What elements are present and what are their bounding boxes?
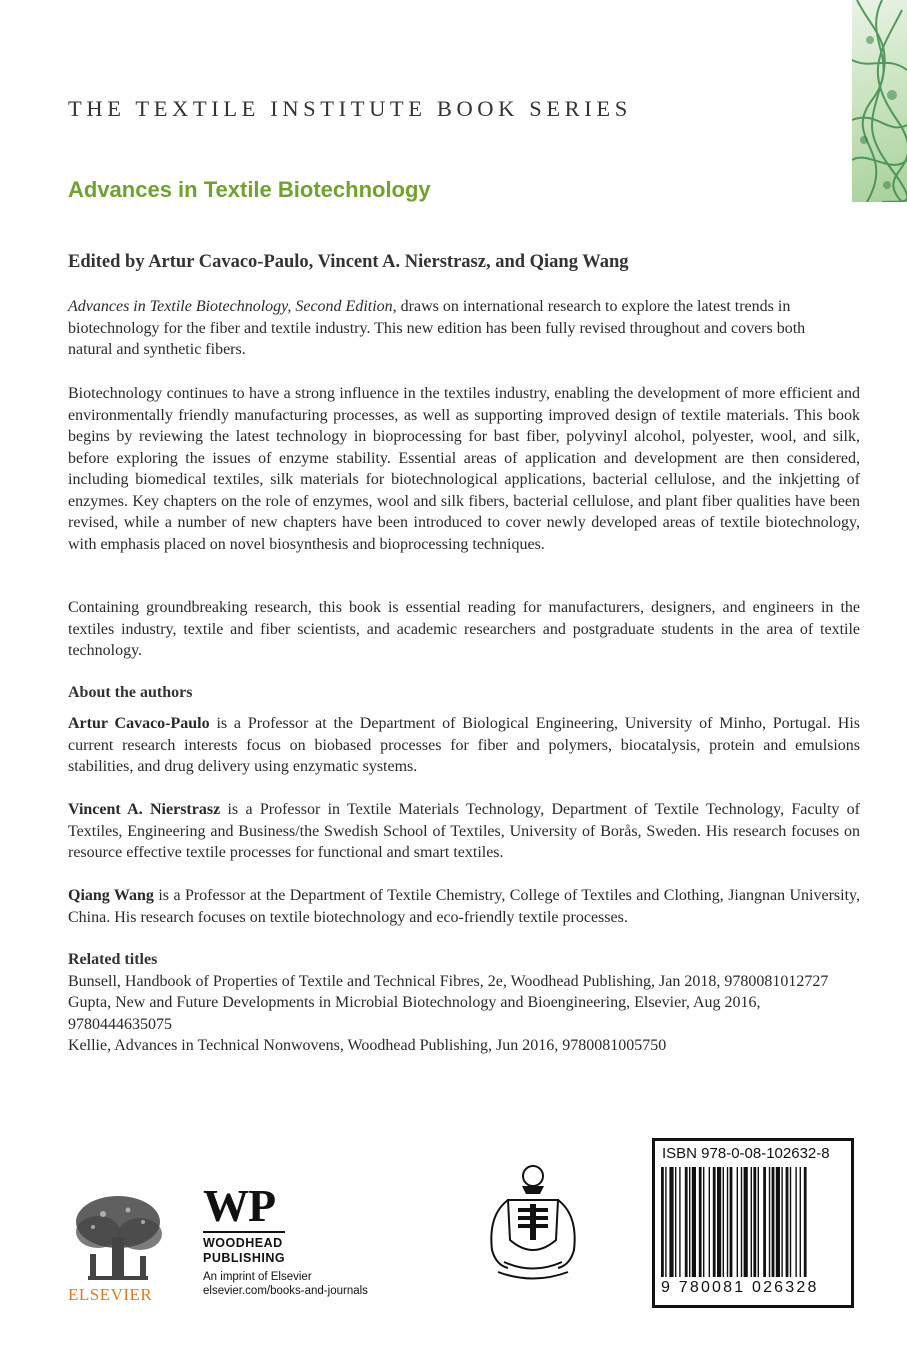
isbn-label: ISBN 978-0-08-102632-8 bbox=[662, 1145, 830, 1162]
wp-line-publishing: PUBLISHING bbox=[203, 1251, 286, 1265]
barcode-bar bbox=[804, 1167, 807, 1277]
barcode-bar bbox=[751, 1167, 752, 1277]
wp-line-woodhead: WOODHEAD bbox=[203, 1236, 283, 1250]
barcode-bar bbox=[772, 1167, 775, 1277]
barcode-bar bbox=[689, 1167, 690, 1277]
related-title-item: Bunsell, Handbook of Properties of Textile and Technical Fibres, 2e, Woodhead Publishing, Jan 2018, 9780081012727 bbox=[68, 972, 829, 990]
author-name: Qiang Wang bbox=[68, 887, 154, 904]
barcode-bar bbox=[741, 1167, 742, 1277]
imprint-text: An imprint of Elsevier bbox=[203, 1271, 312, 1283]
series-title: THE TEXTILE INSTITUTE BOOK SERIES bbox=[68, 96, 632, 121]
barcode-bar bbox=[795, 1167, 796, 1277]
author-name: Artur Cavaco-Paulo bbox=[68, 715, 210, 732]
related-title-item: Kellie, Advances in Technical Nonwovens, Woodhead Publishing, Jun 2016, 9780081005750 bbox=[68, 1037, 667, 1054]
barcode-bar bbox=[723, 1167, 724, 1277]
barcode-bar bbox=[692, 1167, 696, 1277]
barcode-bar bbox=[703, 1167, 704, 1277]
barcode-bar bbox=[717, 1167, 721, 1277]
publisher-url: elsevier.com/books-and-journals bbox=[203, 1285, 368, 1297]
barcode-bar bbox=[679, 1167, 680, 1277]
related-titles-heading: Related titles bbox=[68, 951, 158, 968]
elsevier-wordmark: ELSEVIER bbox=[68, 1285, 153, 1304]
barcode-bar bbox=[737, 1167, 738, 1277]
barcode-bar bbox=[781, 1167, 782, 1277]
audience-text: Containing groundbreaking research, this book is essential reading for manufacturers, designers, and engineers in the textiles industry, textile and fiber scientists, and academic researchers and postgraduate students in the area of textile technology. bbox=[68, 599, 860, 659]
elsevier-tree-logo bbox=[68, 1183, 168, 1301]
author-bio-text: is a Professor in Textile Materials Technology, Department of Textile Technology, Faculty of Textiles, Engineering and Business/the Swedish School of Textiles, University of Borås, Sweden. His research focuses on resource effective textile processes for functional and smart textiles. bbox=[68, 801, 861, 861]
woodhead-publishing-logo bbox=[203, 1180, 383, 1298]
author-bio-text: is a Professor at the Department of Textile Chemistry, College of Textiles and Clothing, Jiangnan University, China. His research focuses on textile biotechnology and eco-friendly textile processes. bbox=[68, 887, 861, 926]
barcode-bar bbox=[685, 1167, 688, 1277]
barcode-bar bbox=[744, 1167, 748, 1277]
barcode-bar bbox=[699, 1167, 702, 1277]
barcode-bar bbox=[727, 1167, 728, 1277]
barcode-bar bbox=[753, 1167, 756, 1277]
barcode-bars bbox=[661, 1167, 845, 1277]
related-titles-section bbox=[68, 949, 860, 1057]
wp-rule bbox=[203, 1231, 285, 1233]
barcode-bar bbox=[790, 1167, 791, 1277]
textile-institute-crest-logo bbox=[478, 1160, 588, 1290]
author-bio-3 bbox=[68, 885, 860, 928]
barcode-bar bbox=[669, 1167, 673, 1277]
author-bio-text: is a Professor at the Department of Biological Engineering, University of Minho, Portugal. His current research interests focus on biobased processes for fiber and polymers, biocatalysis, protein and emulsions stabilities, and drug delivery using enzymatic systems. bbox=[68, 715, 861, 775]
cover-corner-image bbox=[852, 0, 907, 202]
barcode-bar bbox=[661, 1167, 664, 1277]
description-text: Biotechnology continues to have a strong influence in the textiles industry, enabling the development of more efficient and environmentally friendly manufacturing processes, as well as supporting improved design of textile materials. This book begins by reviewing the latest technology in bioprocessing for bast fiber, polyvinyl alcohol, polyester, wool, and silk, before exploring the issues of enzyme stability. Essential areas of application and development are then considered, including biomedical textiles, silk materials for biotechnological applications, bacterial cellulose, and the inkjetting of enzymes. Key chapters on the role of enzymes, wool and silk fibers, bacterial cellulose, and plant fiber qualities have been revised, while a number of new chapters have been introduced to cover newly developed areas of textile biotechnology, with emphasis placed on novel biosynthesis and bioprocessing techniques. bbox=[68, 385, 860, 553]
related-title-item: Gupta, New and Future Developments in Microbial Biotechnology and Bioengineering, Elsevier, Aug 2016, 9780444635075 bbox=[68, 994, 761, 1033]
barcode-bar bbox=[800, 1167, 801, 1277]
intro-paragraph bbox=[68, 296, 828, 361]
barcode-bar bbox=[665, 1167, 666, 1277]
barcode-bar bbox=[758, 1167, 759, 1277]
author-name: Vincent A. Nierstrasz bbox=[68, 801, 221, 818]
isbn-digits: 9 780081 026328 bbox=[661, 1279, 819, 1296]
barcode-bar bbox=[763, 1167, 766, 1277]
isbn-barcode bbox=[652, 1138, 854, 1308]
book-title: Advances in Textile Biotechnology bbox=[68, 177, 431, 202]
about-authors-section bbox=[68, 682, 860, 704]
audience-paragraph bbox=[68, 597, 860, 662]
barcode-bar bbox=[713, 1167, 716, 1277]
about-authors-heading: About the authors bbox=[68, 684, 193, 701]
intro-title-italic: Advances in Textile Biotechnology, Second Edition bbox=[68, 298, 393, 315]
intro-text: , draws on international research to explore the latest trends in biotechnology for the fiber and textile industry. This new edition has been fully revised throughout and covers both natural and synthetic fibers. bbox=[68, 298, 806, 358]
author-bio-1 bbox=[68, 713, 860, 778]
barcode-bar bbox=[776, 1167, 780, 1277]
barcode-bar bbox=[709, 1167, 710, 1277]
barcode-bar bbox=[769, 1167, 770, 1277]
editors-line: Edited by Artur Cavaco-Paulo, Vincent A. Nierstrasz, and Qiang Wang bbox=[68, 252, 629, 272]
barcode-bar bbox=[730, 1167, 733, 1277]
barcode-bar bbox=[675, 1167, 676, 1277]
description-paragraph bbox=[68, 383, 860, 555]
author-bio-2 bbox=[68, 799, 860, 864]
barcode-bar bbox=[786, 1167, 789, 1277]
wp-monogram: WP bbox=[203, 1180, 276, 1231]
